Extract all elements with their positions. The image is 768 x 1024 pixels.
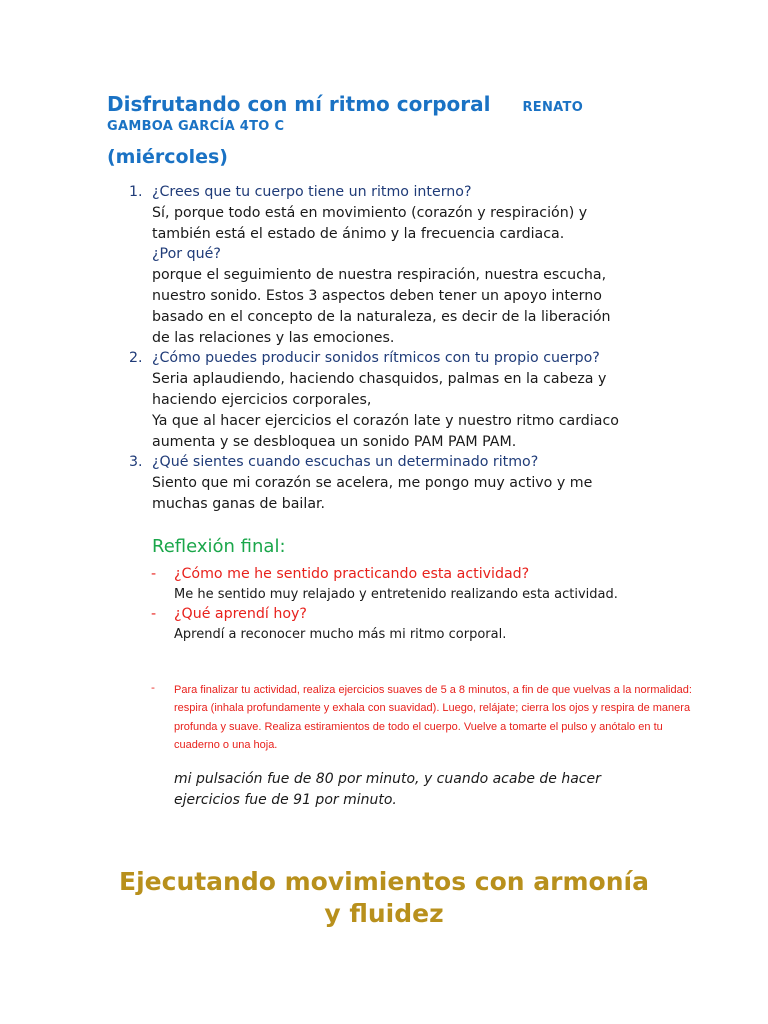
pulse-line: mi pulsación fue de 80 por minuto, y cuando acabe de hacer [174, 771, 601, 787]
section-title-line: Ejecutando movimientos con armonía [119, 867, 649, 896]
question-item-1 [120, 182, 660, 348]
question-text: ¿Por qué? [152, 246, 221, 263]
author-rest: GAMBOA GARCÍA 4TO C [107, 119, 285, 134]
answer-line: haciendo ejercicios corporales, [152, 391, 372, 408]
reflection-item-1 [150, 564, 690, 604]
question-number: 2. [129, 350, 143, 367]
answer-line: también está el estado de ánimo y la frecuencia cardiaca. [152, 225, 565, 242]
answer-line: porque el seguimiento de nuestra respiración, nuestra escucha, [152, 267, 607, 284]
pulse-line: ejercicios fue de 91 por minuto. [174, 791, 397, 808]
question-text: ¿Crees que tu cuerpo tiene un ritmo interno? [152, 184, 472, 200]
question-text: ¿Cómo puedes producir sonidos rítmicos con tu propio cuerpo? [152, 350, 600, 367]
answer-line: Seria aplaudiendo, haciendo chasquidos, palmas en la cabeza y [152, 371, 607, 388]
question-item-3 [120, 452, 660, 514]
question-item-2 [120, 348, 660, 452]
document-title: Disfrutando con mí ritmo corporal [107, 92, 491, 116]
section-title-line: y fluidez [324, 899, 444, 928]
dash-bullet: - [151, 606, 157, 623]
answer-line: de las relaciones y las emociones. [152, 329, 395, 346]
reflection-question: ¿Qué aprendí hoy? [174, 606, 307, 623]
answer-line: Sí, porque todo está en movimiento (corazón y respiración) y [152, 204, 588, 221]
answer-line: basado en el concepto de la naturaleza, es decir de la liberación [152, 308, 611, 325]
instruction-line: profunda y suave. Realiza estiramientos de todo el cuerpo. Vuelve a tomarte el pulso y anótalo en tu [174, 720, 663, 733]
next-section-title [84, 866, 684, 930]
reflection-answer: Me he sentido muy relajado y entretenido realizando esta actividad. [174, 586, 618, 602]
author-first-name: RENATO [522, 100, 584, 115]
answer-line: Siento que mi corazón se acelera, me pongo muy activo y me [152, 475, 593, 492]
instruction-line: respira (inhala profundamente y exhala con suavidad). Luego, relájate; cierra los ojos y respira de manera [174, 702, 691, 715]
answer-line: muchas ganas de bailar. [152, 495, 326, 512]
answer-line: Ya que al hacer ejercicios el corazón late y nuestro ritmo cardiaco [152, 412, 619, 429]
dash-bullet: - [151, 566, 157, 582]
question-text: ¿Qué sientes cuando escuchas un determinado ritmo? [152, 454, 539, 471]
pulse-note [174, 769, 654, 811]
day-label: (miércoles) [107, 146, 228, 168]
question-number: 1. [129, 184, 143, 200]
dash-bullet: - [151, 681, 155, 694]
instruction-line: cuaderno o una hoja. [174, 739, 278, 752]
questions-list [120, 182, 660, 515]
answer-line: nuestro sonido. Estos 3 aspectos deben tener un apoyo interno [152, 287, 602, 304]
reflection-list [150, 564, 690, 644]
reflection-answer: Aprendí a reconocer mucho más mi ritmo corporal. [174, 626, 507, 642]
reflection-question: ¿Cómo me he sentido practicando esta actividad? [174, 566, 530, 582]
document-title-line [107, 92, 667, 116]
reflection-item-2 [150, 604, 690, 644]
reflection-heading: Reflexión final: [152, 536, 286, 557]
answer-line: aumenta y se desbloquea un sonido PAM PAM PAM. [152, 433, 517, 450]
instruction-line: Para finalizar tu actividad, realiza ejercicios suaves de 5 a 8 minutos, a fin de que vuelvas a la normalidad: [174, 684, 692, 696]
question-number: 3. [129, 454, 143, 471]
instruction-block [150, 681, 742, 755]
